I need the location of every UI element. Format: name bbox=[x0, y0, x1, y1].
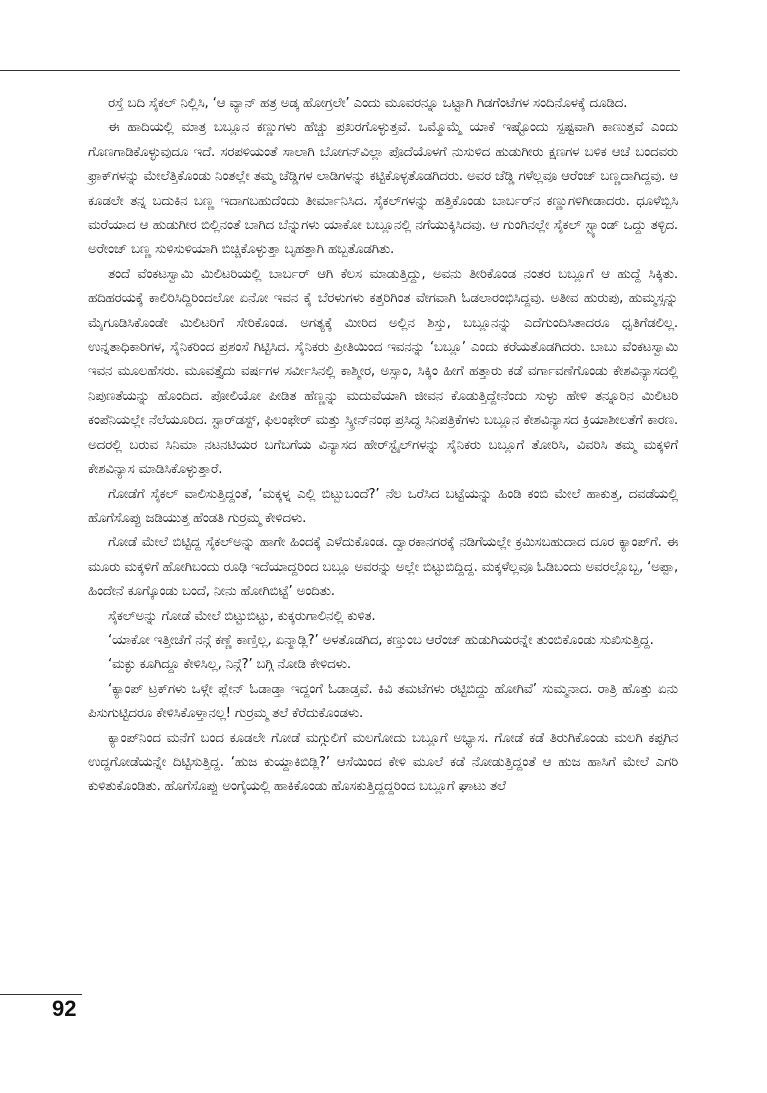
paragraph: ರಸ್ತೆ ಬದಿ ಸೈಕಲ್ ನಿಲ್ಲಿಸಿ, ‘ಆ ವ್ಯಾನ್ ಹತ್ರ ಅಡ್ಕ ಹೋಗ್ರಲೇ’ ಎಂದು ಮೂವರನ್ನೂ ಒಟ್ಟಾಗಿ ಗಿಡಗೆಂಟೆಗಳ ಸಂದಿನೊಳಕ್ಕೆ ದೂಡಿದ. bbox=[108, 96, 628, 111]
footer-rule bbox=[0, 994, 82, 995]
paragraph: ‘ಮಕ್ಳು ಕೂಗಿದ್ದೂ ಕೇಳಿಸಿಲ್ಲ, ನಿನ್ಗೆ?’ ಬಗ್ಗಿ ನೋಡಿ ಕೇಳಿದಳು. bbox=[108, 657, 351, 673]
paragraph: ‘ಕ್ಯಾಂಪ್ ಟ್ರಕ್‌ಗಳು ಒಳ್ಗೇ ಪ್ಲೇನ್ ಓಡಾಡ್ತಾ ಇದ್ದಂಗೆ ಓಡಾಡ್ತವೆ. ಕಿವಿ ತಮಟೆಗಳು ರಟ್ಟಿಬಿದ್ದು ಹೋಗಿವೆ’ ಸುಮ್ಮನಾದ. ರಾತ್ರಿ ಹೊತ್ತು ಏನು ಪಿಸುಗುಟ್ಟಿದರೂ ಕೇಳಿಸಿಕೊಳ್ತಾನಲ್ಲ! ಗುರ್ರಮ್ಮ ತಲೆ ಕೆರೆದುಕೊಂಡಳು. bbox=[88, 681, 678, 722]
paragraph: ಈ ಹಾದಿಯಲ್ಲಿ ಮಾತ್ರ ಬಬ್ಲೂನ ಕಣ್ಣುಗಳು ಹೆಚ್ಚು ಪ್ರಖರಗೊಳ್ಳುತ್ತವೆ. ಒಮ್ಮೊಮ್ಮೆ ಯಾಕೆ ಇಷ್ಟೊಂದು ಸ್ಪಷ್ಟವಾಗಿ ಕಾಣುತ್ತವೆ ಎಂದು ಗೊಣಗಾಡಿಕೊಳ್ಳುವುದೂ ಇದೆ. ಸರಪಳಿಯಂತೆ ಸಾಲಾಗಿ ಬೋಗನ್‌ವಿಲ್ಲಾ ಪೊದೆಯೊಳಗೆ ನುಸುಳಿದ ಹುಡುಗೀರು ಕ್ಷಣಗಳ ಬಳಿಕ ಆಚೆ ಬಂದವರು ಫ್ರಾಕ್‌ಗಳನ್ನು ಮೇಲೆತ್ತಿಕೊಂಡು ನಿಂತಲ್ಲೇ ತಮ್ಮ ಚೆಡ್ಡಿಗಳ ಲಾಡಿಗಳನ್ನು ಕಟ್ಟಿಕೊಳ್ಳತೊಡಗಿದರು. ಅವರ ಚೆಡ್ಡಿ ಗಳೆಲ್ಲವೂ ಆರೆಂಜ್ ಬಣ್ಣದಾಗಿದ್ದವು. ಆ ಕೂಡಲೇ ತನ್ನ ಬದುಕಿನ ಬಣ್ಣ ಇದಾಗಬಹುದೆಂದು ತೀರ್ಮಾನಿಸಿದ. ಸೈಕಲ್‌ಗಳನ್ನು ಹತ್ತಿಕೊಂಡು ಬಾರ್ಬರ್‌ನ ಕಣ್ಣುಗಳಿಗೀಡಾದರು. ಧೂಳೆಬ್ಬಿಸಿ ಮರೆಯಾದ ಆ ಹುಡುಗೀರ ಬಿಲ್ಲಿನಂತೆ ಬಾಗಿದ ಬೆನ್ನುಗಳು ಯಾಕೋ ಬಬ್ಲೂನಲ್ಲಿ ನಗೆಯುಕ್ಕಿಸಿದವು. ಆ ಗುಂಗಿನಲ್ಲೇ ಸೈಕಲ್ ಸ್ಟ್ಯಾಂಡ್ ಒದ್ದು ತಳ್ಳಿದ. ಅರೇಂಜ್ ಬಣ್ಣ ಸುಳಿಸುಳಿಯಾಗಿ ಬಿಚ್ಚಿಕೊಳ್ಳುತ್ತಾ ಬೃಹತ್ತಾಗಿ ಹಬ್ಬತೊಡಗಿತು. bbox=[88, 120, 678, 258]
paragraph: ಕ್ಯಾಂಪ್‌ನಿಂದ ಮನೆಗೆ ಬಂದ ಕೂಡಲೇ ಗೋಡೆ ಮಗ್ಗುಲಿಗೆ ಮಲಗೋದು ಬಬ್ಲೂಗೆ ಅಭ್ಯಾಸ. ಗೋಡೆ ಕಡೆ ತಿರುಗಿಕೊಂಡು ಮಲಗಿ ಕಪ್ಪಗಿನ ಉದ್ದಗೋಡೆಯನ್ನೇ ದಿಟ್ಟಿಸುತ್ತಿದ್ದ. ‘ಹುಜ ಕುಯ್ದಾಕಿಬಿಡ್ಲಿ?’ ಆಸೆಯಿಂದ ಕೇಳಿ ಮೂಲೆ ಕಡೆ ನೋಡುತ್ತಿದ್ದಂತೆ ಆ ಹುಜ ಹಾಸಿಗೆ ಮೇಲೆ ಎಗರಿ ಕುಳಿತುಕೊಂಡಿತು. ಹೊಗೆಸೊಪ್ಪು ಅಂಗೈಯಲ್ಲಿ ಹಾಕಿಕೊಂಡು ಹೊಸಕುತ್ತಿದ್ದದ್ದರಿಂದ ಬಬ್ಲೂಗೆ ಘಾಟು ತಲೆ bbox=[88, 730, 678, 795]
page-number: 92 bbox=[52, 996, 77, 1021]
paragraph: ‘ಯಾಕೋ ಇತ್ತೀಚೆಗೆ ನನ್ಗೆ ಕಣ್ಣೆ ಕಾಣ್ತಿಲ್ಲ, ಏನ್ಮಾಡ್ಲಿ?’ ಅಳತೊಡಗಿದ, ಕಣ್ತುಂಬ ಆರೆಂಜ್ ಹುಡುಗಿಯರನ್ನೇ ತುಂಬಿಕೊಂಡು ಸುಖಿಸುತ್ತಿದ್ದ. bbox=[108, 632, 654, 648]
body-text bbox=[88, 92, 678, 800]
paragraph: ಸೈಕಲ್‌ಅನ್ನು ಗೋಡೆ ಮೇಲೆ ಬಿಟ್ಟುಬಿಟ್ಟು, ಕುಕ್ಕರುಗಾಲಿನಲ್ಲಿ ಕುಳಿತ. bbox=[108, 608, 376, 624]
paragraph: ಗೋಡೆ ಮೇಲೆ ಬಿಟ್ಟಿದ್ದ ಸೈಕಲ್‌ಅನ್ನು ಹಾಗೇ ಹಿಂದಕ್ಕೆ ಎಳೆದುಕೊಂಡ. ದ್ವಾರಕಾನಗರಕ್ಕೆ ನಡಿಗೆಯಲ್ಲೇ ಕ್ರಮಿಸಬಹುದಾದ ದೂರ ಕ್ಯಾಂಪ್‌ಗೆ. ಈ ಮೂರು ಮಕ್ಕಳಿಗೆ ಹೋಗಿಬಂದು ರೂಢಿ ಇದೆಯಾದ್ದರಿಂದ ಬಬ್ಲೂ ಅವರನ್ನು ಅಲ್ಲೇ ಬಿಟ್ಟುಬಿದ್ದಿದ್ದ. ಮಕ್ಕಳೆಲ್ಲವೂ ಓಡಿಬಂದು ಅವರಲ್ಲೊಬ್ಬ, ‘ಅಪ್ಪಾ, ಹಿಂದೇನೆ ಕೂಗ್ಕೊಂಡು ಬಂದೆ, ನೀನು ಹೋಗಿಬಿಟ್ಟೆ’ ಅಂದಿತು. bbox=[88, 535, 678, 600]
top-rule bbox=[0, 70, 680, 71]
paragraph: ಗೋಡೆಗೆ ಸೈಕಲ್ ವಾಲಿಸುತ್ತಿದ್ದಂತೆ, ‘ಮಕ್ಕಳ್ನ ಎಲ್ಲಿ ಬಿಟ್ಬುಬಂದೆ?’ ನೆಲ ಒರೆಸಿದ ಬಟ್ಟೆಯನ್ನು ಹಿಂಡಿ ಕಂಬಿ ಮೇಲೆ ಹಾಕುತ್ತ, ದವಡೆಯಲ್ಲಿ ಹೊಗೆಸೊಪ್ಪು ಜಡಿಯುತ್ತ ಹೆಂಡತಿ ಗುರ್ರಮ್ಮ ಕೇಳಿದಳು. bbox=[88, 486, 678, 526]
paragraph: ತಂದೆ ವೆಂಕಟಸ್ವಾಮಿ ಮಿಲಿಟರಿಯಲ್ಲಿ ಬಾರ್ಬರ್ ಆಗಿ ಕೆಲಸ ಮಾಡುತ್ತಿದ್ದು, ಅವನು ತೀರಿಕೊಂಡ ನಂತರ ಬಬ್ಲೂಗೆ ಆ ಹುದ್ದೆ ಸಿಕ್ಕಿತು. ಹದಿಹರಯಕ್ಕೆ ಕಾಲಿರಿಸಿದ್ದಿರಿಂದಲೋ ಏನೋ ಇವನ ಕೈ ಬೆರಳುಗಳು ಕತ್ತರಿಗಿಂತ ವೇಗವಾಗಿ ಓಡಲಾರಂಭಿಸಿದ್ದವು. ಅತೀವ ಹುರುಪು, ಹುಮ್ಮಸ್ಸನ್ನು ಮೈಗೂಡಿಸಿಕೊಂಡೇ ಮಿಲಿಟರಿಗೆ ಸೇರಿಕೊಂಡ. ಅಗತ್ಯಕ್ಕೆ ಮೀರಿದ ಅಲ್ಲಿನ ಶಿಸ್ತು, ಬಬ್ಲೂನನ್ನು ಎದೆಗುಂದಿಸಿತಾದರೂ ಧೃತಿಗೆಡಲಿಲ್ಲ. ಉನ್ನತಾಧಿಕಾರಿಗಳ, ಸೈನಿಕರಿಂದ ಪ್ರಶಂಸೆ ಗಿಟ್ಟಿಸಿದ. ಸೈನಿಕರು ಪ್ರೀತಿಯಿಂದ ಇವನನ್ನು ‘ಬಬ್ಲೂ’ ಎಂದು ಕರೆಯತೊಡಗಿದರು. ಬಾಬು ವೆಂಕಟಸ್ವಾಮಿ ಇವನ ಮೂಲಹೆಸರು. ಮೂವತ್ತೈದು ವರ್ಷಗಳ ಸರ್ವೀಸಿನಲ್ಲಿ ಕಾಶ್ಮೀರ, ಅಸ್ಸಾಂ, ಸಿಕ್ಕಿಂ ಹೀಗೆ ಹತ್ತಾರು ಕಡೆ ವರ್ಗಾವಣೆಗೊಂಡು ಕೇಶವಿನ್ಯಾಸದಲ್ಲಿ ನಿಪುಣತೆಯನ್ನು ಹೊಂದಿದ. ಪೋಲಿಯೋ ಪೀಡಿತ ಹೆಣ್ಣನ್ನು ಮದುವೆಯಾಗಿ ಜೀವನ ಕೊಡುತ್ತಿದ್ದೇನೆಂದು ಸುಳ್ಳು ಹೇಳಿ ತನ್ನೂರಿನ ಮಿಲಿಟರಿ ಕಂಪೆನಿಯಲ್ಲೇ ನೆಲೆಯೂರಿದ. ಸ್ಟಾರ್‌ಡಸ್ಟ್, ಫಿಲಂಫೇರ್ ಮತ್ತು ಸ್ಕ್ರೀನ್‌ನಂಥ ಪ್ರಸಿದ್ಧ ಸಿನಿಪತ್ರಿಕೆಗಳು ಬಬ್ಲೂನ ಕೇಶವಿನ್ಯಾಸದ ಕ್ರಿಯಾಶೀಲತೆಗೆ ಕಾರಣ. ಅದರಲ್ಲಿ ಬರುವ ಸಿನಿಮಾ ನಟನಟಿಯರ ಬಗೆಬಗೆಯ ವಿನ್ಯಾಸದ ಹೇರ್‌ಸ್ಟೈಲ್‌ಗಳನ್ನು ಸೈನಿಕರು ಬಬ್ಲೂಗೆ ತೋರಿಸಿ, ವಿವರಿಸಿ ತಮ್ಮ ಮಕ್ಕಳಿಗೆ ಕೇಶವಿನ್ಯಾಸ ಮಾಡಿಸಿಕೊಳ್ಳುತ್ತಾರೆ. bbox=[88, 266, 678, 478]
